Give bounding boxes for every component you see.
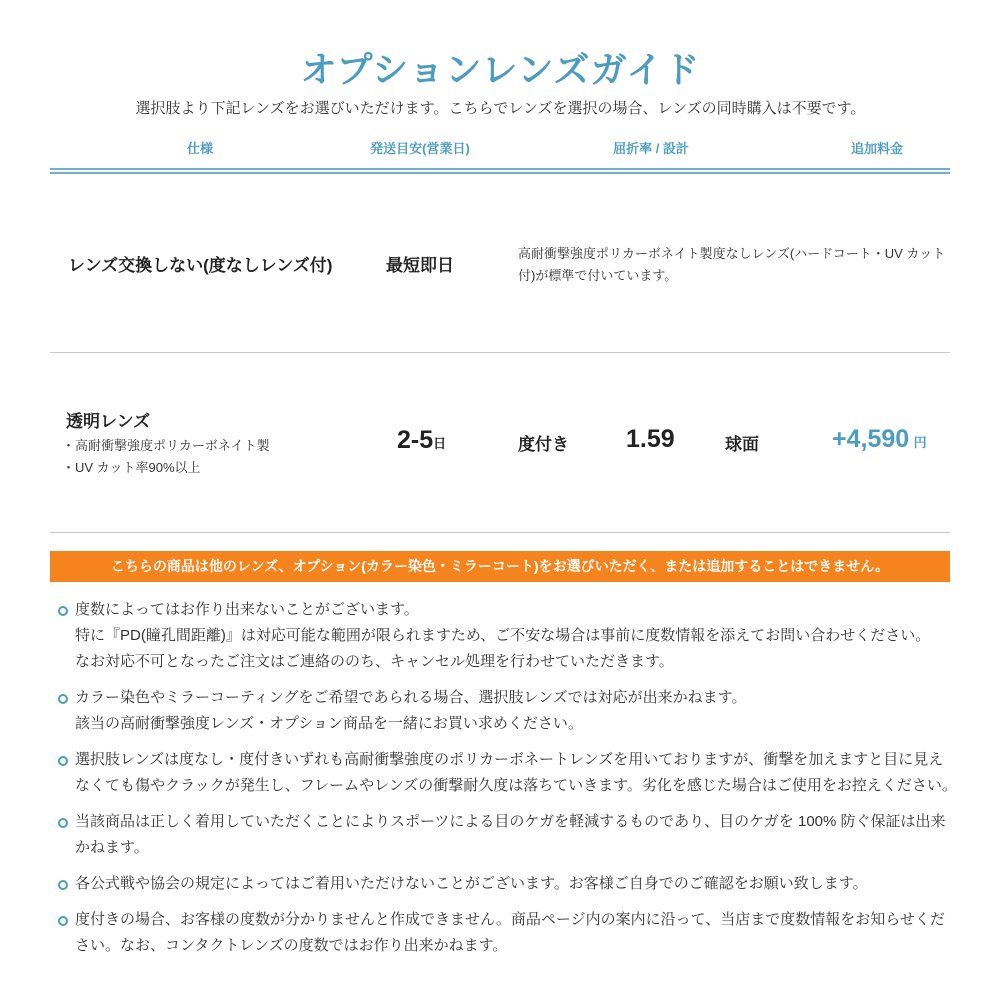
column-header-spec: 仕様 bbox=[186, 141, 214, 156]
note-text: なお対応不可となったご注文はご連絡ののち、キャンセル処理を行わせていただきます。 bbox=[75, 653, 674, 670]
note-item bbox=[58, 871, 958, 897]
row-2-name: 透明レンズ bbox=[66, 412, 151, 431]
bullet-circle-icon bbox=[58, 606, 68, 616]
note-text: 特に『PD(瞳孔間距離)』は対応可能な範囲が限られますため、ご不安な場合は事前に度数情報を添えてお問い合わせください。 bbox=[75, 627, 931, 644]
shipping-unit: 日 bbox=[433, 436, 447, 451]
note-text: 選択肢レンズは度なし・度付きいずれも高耐衝撃強度のポリカーボネートレンズを用いておりますが、衝撃を加えますと目に見えなくても傷やクラックが発生し、フレームやレンズの衝撃耐久度は落ちていきます。劣化を感じた場合はご使用をお控えください。 bbox=[75, 751, 957, 794]
note-text: カラー染色やミラーコーティングをご希望であられる場合、選択肢レンズでは対応が出来かねます。 bbox=[75, 689, 747, 706]
header-divider-top bbox=[50, 168, 950, 170]
warning-banner: こちらの商品は他のレンズ、オプション(カラー染色・ミラーコート)をお選びいただく、または追加することはできません。 bbox=[50, 551, 950, 582]
note-item bbox=[58, 809, 958, 861]
row-divider bbox=[50, 532, 950, 533]
row-divider bbox=[50, 352, 950, 353]
bullet-circle-icon bbox=[58, 916, 68, 926]
bullet-circle-icon bbox=[58, 694, 68, 704]
note-text: 当該商品は正しく着用していただくことによりスポーツによる目のケガを軽減するものであり、目のケガを 100% 防ぐ保証は出来かねます。 bbox=[75, 813, 946, 856]
row-2-shipping bbox=[397, 426, 446, 455]
row-2-type: 度付き bbox=[518, 435, 569, 454]
row-1-name: レンズ交換しない(度なしレンズ付) bbox=[68, 256, 333, 275]
row-2-design: 球面 bbox=[725, 435, 759, 454]
row-2-index: 1.59 bbox=[626, 425, 675, 453]
row-1-shipping: 最短即日 bbox=[386, 256, 454, 275]
page-subtitle: 選択肢より下記レンズをお選びいただけます。こちらでレンズを選択の場合、レンズの同時購入は不要です。 bbox=[135, 100, 866, 117]
shipping-days: 2-5 bbox=[397, 426, 434, 454]
row-2-price bbox=[832, 425, 927, 454]
note-item bbox=[58, 747, 958, 799]
row-2-feature: ・UV カット率90%以上 bbox=[62, 460, 201, 475]
note-text: 該当の高耐衝撃強度レンズ・オプション商品を一緒にお買い求めください。 bbox=[75, 715, 583, 732]
row-1-description: 高耐衝撃強度ポリカーボネイト製度なしレンズ(ハードコート・UV カット付)が標準で付いています。 bbox=[518, 246, 946, 283]
page-title: オプションレンズガイド bbox=[300, 49, 701, 90]
price-value: +4,590 bbox=[832, 425, 910, 453]
bullet-circle-icon bbox=[58, 818, 68, 828]
column-header-index-design: 屈折率 / 設計 bbox=[613, 141, 689, 156]
header-divider-bottom bbox=[50, 172, 950, 174]
note-item bbox=[58, 907, 958, 959]
row-2-feature: ・高耐衝撃強度ポリカーボネイト製 bbox=[62, 438, 270, 453]
note-text: 各公式戦や協会の規定によってはご着用いただけないことがございます。お客様ご自身でのご確認をお願い致します。 bbox=[75, 875, 868, 892]
bullet-circle-icon bbox=[58, 880, 68, 890]
bullet-circle-icon bbox=[58, 756, 68, 766]
column-header-shipping: 発送目安(営業日) bbox=[370, 141, 470, 156]
note-text: 度数によってはお作り出来ないことがございます。 bbox=[75, 601, 419, 618]
price-unit: 円 bbox=[913, 435, 927, 450]
note-text: 度付きの場合、お客様の度数が分かりませんと作成できません。商品ページ内の案内に沿って、当店まで度数情報をお知らせください。なお、コンタクトレンズの度数ではお作り出来かねます。 bbox=[75, 911, 945, 954]
note-item bbox=[58, 685, 958, 737]
column-header-price: 追加料金 bbox=[850, 141, 904, 156]
notes-list bbox=[58, 597, 958, 969]
note-item bbox=[58, 597, 958, 675]
